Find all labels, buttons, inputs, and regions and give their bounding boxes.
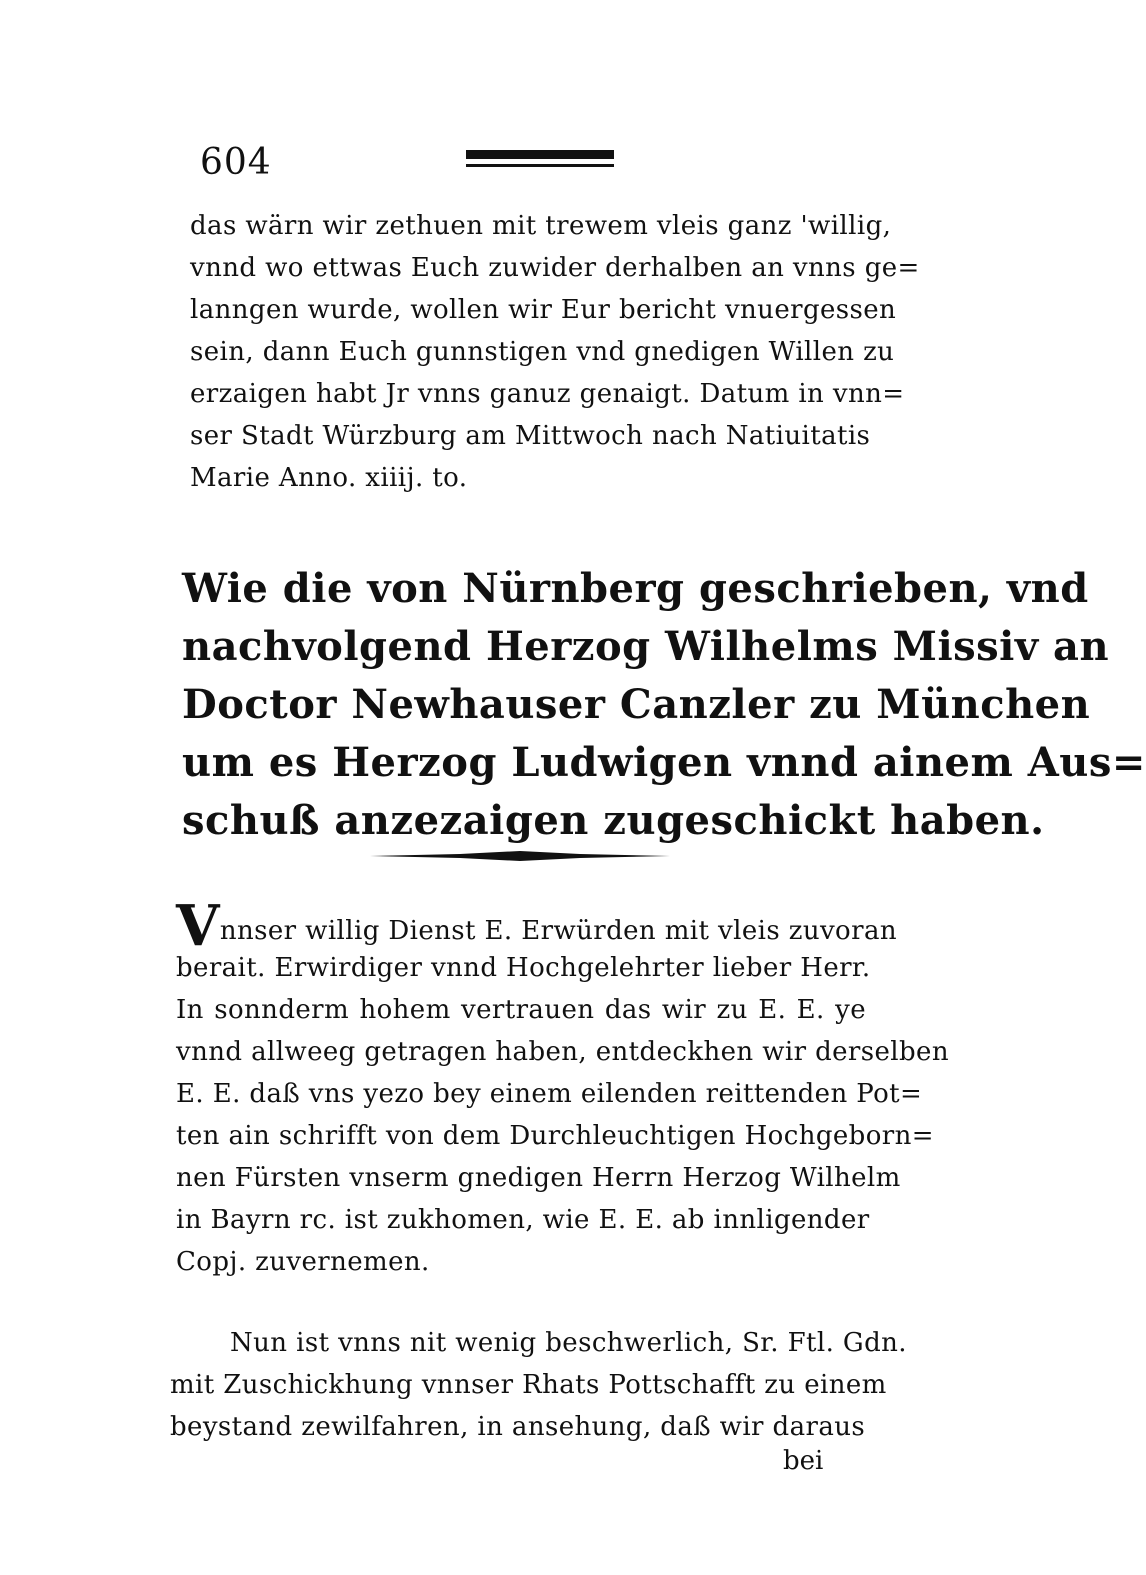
text-line: vnnd wo ettwas Euch zuwider derhalben an vnns ge= (190, 253, 920, 283)
text-line: beystand zewilfahren, in ansehung, daß wir daraus (170, 1412, 866, 1442)
drop-capital: V (176, 893, 220, 959)
text-line: Nun ist vnns nit wenig beschwerlich, Sr. Ftl. Gdn. (230, 1328, 907, 1358)
section-heading (182, 560, 1146, 850)
header-rule-ornament (466, 150, 614, 174)
text-line: nen Fürsten vnserm gnedigen Herrn Herzog Wilhelm (176, 1163, 901, 1193)
heading-line: Doctor Newhauser Canzler zu München (182, 681, 1091, 728)
catchword: bei (783, 1446, 824, 1476)
text-line: mit Zuschickhung vnnser Rhats Pottschafft zu einem (170, 1370, 887, 1400)
text-line: in Bayrn rc. ist zukhomen, wie E. E. ab innligender (176, 1205, 870, 1235)
heading-line: um es Herzog Ludwigen vnnd ainem Aus= (182, 739, 1146, 786)
text-line: Marie Anno. xiiij. to. (190, 463, 468, 493)
text-line (176, 893, 897, 959)
text-line: lanngen wurde, wollen wir Eur bericht vnuergessen (190, 295, 897, 325)
page-number: 604 (200, 142, 272, 183)
text-line: vnnd allweeg getragen haben, entdeckhen wir derselben (176, 1037, 949, 1067)
text-line: ten ain schrifft von dem Durchleuchtigen Hochgeborn= (176, 1121, 934, 1151)
text-line: E. E. daß vns yezo bey einem eilenden reittenden Pot= (176, 1079, 923, 1109)
text-line: Copj. zuvernemen. (176, 1247, 430, 1277)
heading-line: nachvolgend Herzog Wilhelms Missiv an (182, 623, 1110, 670)
text-line: das wärn wir zethuen mit trewem vleis ganz 'willig, (190, 211, 892, 241)
paragraph-continuation (190, 205, 920, 499)
text-line: In sonnderm hohem vertrauen das wir zu E. E. ye (176, 995, 866, 1025)
section-divider-ornament (370, 848, 670, 864)
text-line: berait. Erwirdiger vnnd Hochgelehrter lieber Herr. (176, 953, 871, 983)
text-line: ser Stadt Würzburg am Mittwoch nach Natiuitatis (190, 421, 871, 451)
heading-line: schuß anzezaigen zugeschickt haben. (182, 797, 1045, 844)
letter-paragraph (176, 893, 949, 1283)
text-line-rest: nnser willig Dienst E. Erwürden mit vleis zuvoran (219, 916, 897, 946)
paragraph-nun (170, 1322, 907, 1448)
text-line: erzaigen habt Jr vnns ganuz genaigt. Datum in vnn= (190, 379, 905, 409)
heading-line: Wie die von Nürnberg geschrieben, vnd (182, 565, 1089, 612)
text-line: sein, dann Euch gunnstigen vnd gnedigen Willen zu (190, 337, 895, 367)
